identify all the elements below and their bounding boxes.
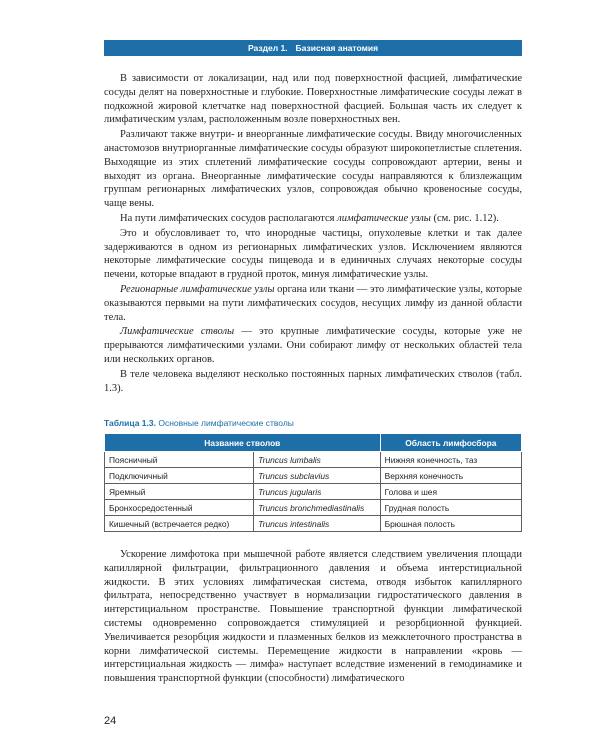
trunk-latin-cell: Truncus jugularis [254,484,380,500]
paragraph [104,283,522,324]
header-section: Раздел 1. [247,43,288,53]
table-caption-text: Основные лимфатические стволы [158,418,294,428]
trunk-name-cell: Кишечный (встречается редко) [105,516,254,532]
table-row [105,452,522,468]
trunk-region-cell: Брюшная полость [380,516,521,532]
header-drainage-region: Область лимфосбора [380,434,521,452]
term-lymph-trunks: Лимфатические стволы [120,326,235,338]
paragraph: В теле человека выделяют несколько постоянных парных лимфатических стволов (табл. 1.3). [104,368,522,394]
lymph-trunks-table [104,433,522,532]
table-caption-label: Таблица 1.3. [104,418,156,428]
table-row [105,468,522,484]
table-header-row [105,434,522,452]
term-regional-nodes: Регионарные лимфатические узлы [120,283,275,295]
trunk-region-cell: Верхняя конечность [380,468,521,484]
running-header [104,40,522,56]
table-caption [104,418,522,428]
table-row [105,516,522,532]
paragraph-text: — это крупные лимфатические сосуды, которые уже не прерываются лимфатическими узлами. Они собирают лимфу от нескольких областей тела или нескольких органов. [104,326,522,365]
trunk-latin-cell: Truncus subclavius [254,468,380,484]
header-title: Базисная анатомия [295,43,379,53]
header-trunk-name: Название стволов [105,434,381,452]
term-lymph-nodes: лимфатические узлы [337,212,431,224]
trunk-latin-cell: Truncus bronchmediastinalis [254,500,380,516]
paragraph-text: На пути лимфатических сосудов располагаются [120,212,338,224]
trunk-latin-cell: Truncus lumbalis [254,452,380,468]
trunk-name-cell: Яремный [105,484,254,500]
trunk-name-cell: Поясничный [105,452,254,468]
paragraph: Различают также внутри- и внеорганные лимфатические сосуды. Ввиду многочисленных анастомозов внутриорганные лимфатические сосуды образуют широкопетлистые сплетения. Выходящие из этих сплетений лимфатические сосуды сопровождают артерии, вены и выходят из органа. Внеорганные лимфатические сосуды направляются к близлежащим группам регионарных лимфатических узлов, сопровождая обычно кровеносные сосуды, чаще вены. [104,129,522,210]
paragraph-text: органа или ткани — это лимфатические узлы, которые оказываются первыми на пути лимфатических сосудов, несущих лимфу из данной области тела. [104,283,522,323]
trunk-name-cell: Подключичный [105,468,254,484]
body-text-bottom [104,548,522,686]
table-row [105,484,522,500]
page-number: 24 [104,715,117,727]
table-row [105,500,522,516]
paragraph [104,325,522,366]
body-text-top [104,72,522,395]
paragraph [104,212,522,226]
paragraph: Ускорение лимфотока при мышечной работе является следствием увеличения площади капиллярной фильтрации, фильтрационного давления и объема интерстициальной жидкости. В этих условиях лимфатическая система, отводя избыток капиллярного фильтрата, непосредственно участвует в нормализации гидростатического давления в интерстициальном пространстве. Повышение транспортной функции лимфатической системы одновременно сопровождается стимуляцией и резорбционной функцией. Увеличивается резорбция жидкости и плазменных белков из межклеточного пространства в корни лимфатической системы. Перемещение жидкости в направлении «кровь — интерстициальная жидкость — лимфа» наступает вследствие изменений в гемодинамике и повышения транспортной функции (способности) лимфатического [104,549,522,685]
trunk-region-cell: Нижняя конечность, таз [380,452,521,468]
paragraph: Это и обусловливает то, что инородные частицы, опухолевые клетки и так далее задерживаются в одном из регионарных лимфатических узлов. Исключением являются некоторые лимфатические сосуды пищевода и в единичных случаях некоторые сосуды печени, которые впадают в грудной проток, минуя лимфатические узлы. [104,227,522,281]
paragraph: В зависимости от локализации, над или под поверхностной фасцией, лимфатические сосуды делят на поверхностные и глубокие. Поверхностные лимфатические сосуды лежат в подкожной жировой клетчатке над поверхностной фасцией. Большая часть их следует к лимфатическим узлам, расположенным возле поверхностных вен. [104,73,522,126]
trunk-name-cell: Бронхосредостенный [105,500,254,516]
trunk-latin-cell: Truncus intestinalis [254,516,380,532]
paragraph-text: (см. рис. 1.12). [430,212,499,224]
trunk-region-cell: Грудная полость [380,500,521,516]
trunk-region-cell: Голова и шея [380,484,521,500]
